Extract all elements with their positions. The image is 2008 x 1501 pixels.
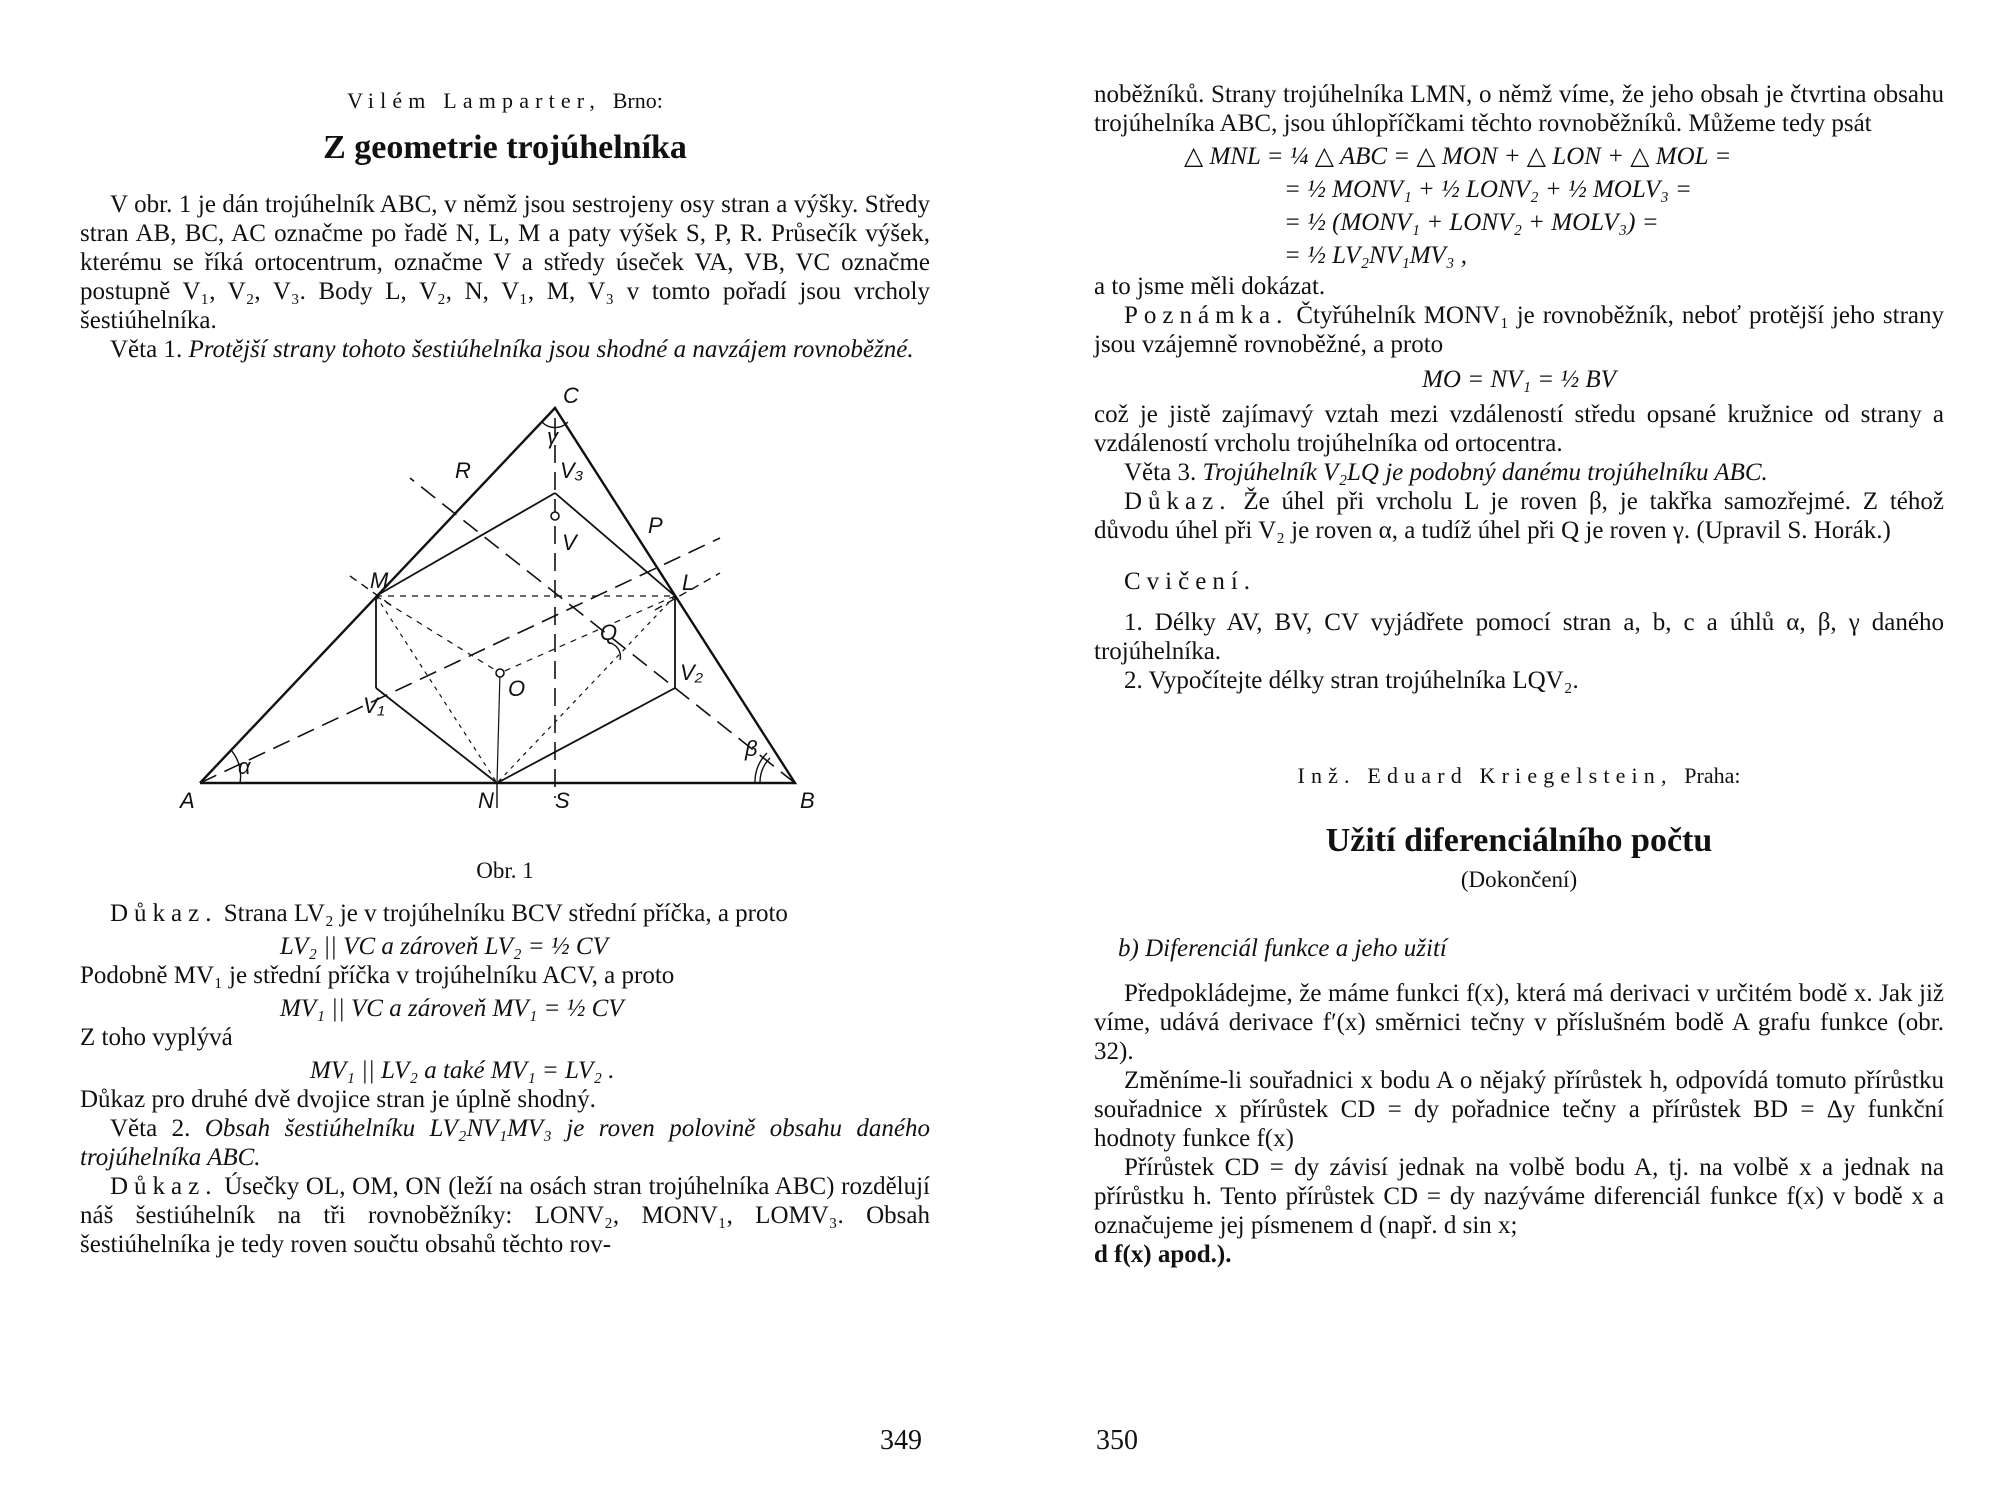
theorem-1-text: Protější strany tohoto šestiúhelníka jsou shodné a navzájem rovnoběžné. [188,336,914,363]
paragraph-dukaz-druhe: Důkaz pro druhé dvě dvojice stran je úplně shodný. [80,1086,596,1113]
equation-2: MV₁ || VC a zároveň MV₁ = ½ CV [280,995,624,1022]
label-q: Q [600,620,618,645]
label-b: B [800,788,815,813]
area-equation-line-3: = ½ (MONV₁ + LONV₂ + MOLV₃) = [1284,209,1659,236]
paragraph-b3: Přírůstek CD = dy závisí jednak na volbě bodu A, tj. na volbě x a jednak na přírůstku h. Tento přírůstek CD = dy nazýváme diferenciál funkce f(x) v bodě x a označujeme jej písmenem d (např. d sin x; [1094,1154,1944,1239]
altitude-ap [200,538,720,783]
label-gamma: γ [547,424,558,449]
point-v [551,512,559,520]
figure-caption: Obr. 1 [476,858,534,883]
exercise-1: 1. Délky AV, BV, CV vyjádřete pomocí stran a, b, c a úhlů α, β, γ daného trojúhelníka. [1094,609,1944,665]
exercise-2: 2. Vypočítejte délky stran trojúhelníka LQV₂. [1124,667,1579,694]
paragraph-ztoho: Z toho vyplývá [80,1024,233,1051]
author-city-2: Praha: [1684,763,1741,788]
label-beta: β [745,736,758,761]
proof-2 [80,1172,930,1259]
label-n: N [478,788,494,813]
right-page [1004,0,2008,1501]
theorem-1-label: Věta 1. [110,336,183,363]
label-m: M [370,568,389,593]
hexagon-side-mv3 [376,493,555,596]
segment-on [497,673,500,783]
hexagon-side-v2n [497,688,675,783]
author-byline [80,86,930,115]
paragraph-podobne: Podobně MV₁ je střední příčka v trojúhelníku ACV, a proto [80,962,675,989]
label-a: A [180,788,195,813]
figure-1 [80,378,930,848]
label-v2: V₂ [680,660,704,685]
proof-2-label: Důkaz. [110,1173,218,1200]
page-number-left: 349 [880,1425,922,1456]
label-alpha: α [238,754,251,779]
area-equation-line-2: = ½ MONV₁ + ½ LONV₂ + ½ MOLV₃ = [1284,176,1692,203]
label-r: R [455,458,471,483]
proof-1 [80,899,930,928]
area-equation-line-4: = ½ LV₂NV₁MV₃ , [1284,242,1467,269]
right-column [1094,80,1944,1269]
label-v: V [562,530,577,555]
equation-1: LV₂ || VC a zároveň LV₂ = ½ CV [280,933,608,960]
label-o: O [508,676,526,701]
continuation-paragraph: noběžníků. Strany trojúhelníka LMN, o němž víme, že jeho obsah je čtvrtina obsahu trojúhelníka ABC, jsou úhlopříčkami těchto rovnoběžníků. Můžeme tedy psát [1094,81,1944,137]
segment-om [376,596,500,673]
paragraph-b3-end: d f(x) apod.). [1094,1241,1232,1268]
point-o [496,669,504,677]
remark [1094,301,1944,359]
triangle-diagram [80,378,930,848]
section-heading-b: b) Diferenciál funkce a jeho užití [1118,935,1447,962]
paragraph-b1: Předpokládejme, že máme funkci f(x), která má derivaci v určitém bodě x. Jak již víme, udává derivace f′(x) směrnici tečny v příslušném bodě A grafu funkce (obr. 32). [1094,980,1944,1065]
paragraph-vztah: což je jistě zajímavý vztah mezi vzdáleností středu opsané kružnice od strany a vzdáleností vrcholu trojúhelníka od ortocentra. [1094,401,1944,457]
theorem-3 [1094,458,1944,487]
proof-3 [1094,487,1944,545]
author-name: Vilém Lamparter, [347,88,602,113]
author-name-2: Inž. Eduard Kriegelstein, [1297,763,1673,788]
theorem-3-label: Věta 3. [1124,459,1197,486]
label-p: P [648,513,663,538]
article-title: Z geometrie trojúhelníka [323,129,687,166]
theorem-3-text: Trojúhelník V₂LQ je podobný danému trojúhelníku ABC. [1202,459,1768,486]
exercises-heading: Cvičení. [1124,568,1257,595]
author-byline-2 [1094,761,1944,790]
article-subtitle-2: (Dokončení) [1460,867,1578,892]
left-column [80,80,930,1259]
label-v1: V₁ [363,693,385,718]
proof-1-text: Strana LV₂ je v trojúhelníku BCV střední příčka, a proto [223,900,788,927]
paragraph-b2: Změníme-li souřadnici x bodu A o nějaký přírůstek h, odpovídá tomuto přírůstku souřadnice x přírůstek CD = dy pořadnice tečny a přírůstek BD = Δy funkční hodnoty funkce f(x) [1094,1067,1944,1152]
remark-label: Poznámka. [1124,302,1289,329]
theorem-2-text: Obsah šestiúhelníku LV₂NV₁MV₃ je roven polovině obsahu daného trojúhelníka ABC. [80,1115,930,1171]
angle-q-arc [610,643,620,660]
area-equation-line-1: △ MNL = ¼ △ ABC = △ MON + △ LON + △ MOL = [1184,143,1732,170]
page-number-right: 350 [1096,1425,1138,1456]
segment-ol [500,596,675,673]
label-s: S [555,788,570,813]
proof-1-label: Důkaz. [110,900,218,927]
label-v3: V₃ [560,458,584,483]
paragraph-dokazat: a to jsme měli dokázat. [1094,273,1326,300]
segment-mn [376,596,497,783]
label-c: C [563,383,579,408]
proof-3-text: Že úhel při vrcholu L je roven β, je takřka samozřejmé. Z téhož důvodu úhel při V₂ je roven α, a tudíž úhel při Q je roven γ. (Upravil S. Horák.) [1094,488,1945,544]
remark-text: Čtyřúhelník MONV₁ je rovnoběžník, neboť protější jeho strany jsou vzájemně rovnoběžné, a proto [1094,302,1945,358]
theorem-2 [80,1114,930,1172]
equation-3: MV₁ || LV₂ a také MV₁ = LV₂ . [310,1057,615,1084]
intro-paragraph: V obr. 1 je dán trojúhelník ABC, v němž jsou sestrojeny osy stran a výšky. Středy stran AB, BC, AC označme po řadě N, L, M a paty výšek S, P, R. Průsečík výšek, kterému se říká ortocentrum, označme V a středy úseček VA, VB, VC označme postupně V₁, V₂, V₃. Body L, V₂, N, V₁, M, V₃ v tomto pořadí jsou vrcholy šestiúhelníka. [80,191,930,334]
equation-mo: MO = NV₁ = ½ BV [1422,366,1616,393]
author-city: Brno: [612,88,663,113]
area-equation-block [1184,140,1944,272]
label-l: L [682,570,695,595]
hexagon-side-nv1 [376,688,497,783]
proof-2-text: Úsečky OL, OM, ON (leží na osách stran trojúhelníka ABC) rozdělují náš šestiúhelník na tři rovnoběžníky: LONV₂, MONV₁, LOMV₃. Obsah šestiúhelníka je tedy roven součtu obsahů těchto rov- [80,1173,930,1258]
proof-3-label: Důkaz. [1124,488,1232,515]
theorem-1 [80,335,930,364]
article-title-2: Užití diferenciálního počtu [1325,822,1713,859]
theorem-2-label: Věta 2. [110,1115,191,1142]
